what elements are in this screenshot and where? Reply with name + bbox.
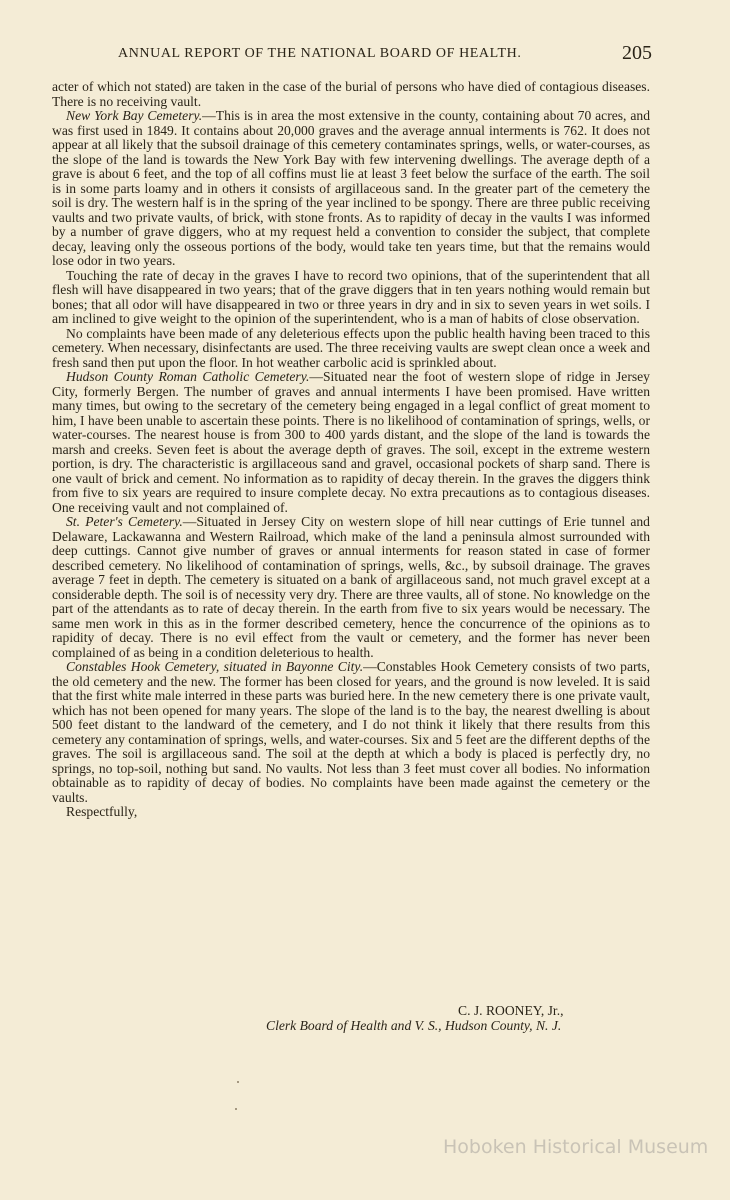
paragraph-text: Touching the rate of decay in the graves I have to record two opinions, that of the superintendent that all flesh will have disappeared in two years; that of the grave diggers that in ten years nothing would remain but bones; that all odor will have disappeared in two or three years in dry and in six to seven years in wet soils. I am inclined to give weight to the opinion of the superintendent, who is a man of habits of close observation. [52,267,650,326]
paragraph-hudson-county-cemetery [52,370,650,515]
paragraph-decay-opinions [52,269,650,327]
paragraph-text: —This is in area the most extensive in the county, containing about 70 acres, and was first used in 1849. It contains about 20,000 graves and the average annual interments is 762. It does not appear at all likely that the subsoil drainage of this cemetery contaminates springs, wells, or water-courses, as the slope of the land is towards the New York Bay with few intervening dwellings. The average depth of a grave is about 6 feet, and the top of all coffins must lie at least 3 feet below the surface of the earth. The soil is in some parts loamy and in others it consists of argillaceous sand. In the greater part of the cemetery the soil is dry. The western half is in the spring of the year inclined to be spongy. There are three public receiving vaults and two private vaults, of brick, with stone fronts. As to rapidity of decay in the vaults I was informed by a number of grave diggers, who at my request held a convention to consider the subject, that complete decay, leaving only the osseous portions of the body, would take ten years time, but that the remains would lose odor in two years. [52,108,650,268]
signature-title: Clerk Board of Health and V. S., Hudson County, N. J. [266,1018,562,1033]
paragraph-continuation [52,80,650,109]
paragraph-new-york-bay-cemetery [52,109,650,269]
paragraph-text: —Situated near the foot of western slope of ridge in Jersey City, formerly Bergen. The number of graves and annual interments I have been promised. Have written many times, but owing to the secretary of the cemetery being engaged in a legal conflict of great moment to him, I have been unable to ascertain these points. There is no likelihood of contamination of springs, wells, or water-courses. The nearest house is from 300 to 400 yards distant, and the slope of the land is towards the marsh and creeks. Seven feet is about the average depth of graves. The soil, except in the extreme western portion, is dry. The characteristic is argillaceous sand and gravel, occasional pockets of sharp sand. There is one vault of brick and cement. No information as to rapidity of decay therein. In the graves the diggers think from five to six years are required to insure complete decay. No extra precautions as to contagious diseases. One receiving vault and not complained of. [52,369,650,515]
paragraph-text: —Constables Hook Cemetery consists of two parts, the old cemetery and the new. The former has been closed for years, and the ground is now leveled. It is said that the first white male interred in these parts was buried here. In the new cemetery there is one private vault, which has not been opened for many years. The slope of the land is to the bay, the nearest dwelling is about 500 feet distant to the landward of the cemetery, and I do not think it likely that there results from this cemetery any contamination of springs, wells, and water-courses. Six and 5 feet are the different depths of the graves. The soil is argillaceous sand. The soil at the depth at which a body is placed is perfectly dry, no springs, no top-soil, nothing but sand. No vaults. Not less than 3 feet must cover all bodies. No information obtainable as to rapidity of decay of bodies. No complaints have been made against the cemetery or the vaults. [52,659,650,805]
report-body [52,80,650,820]
section-title: Hudson County Roman Catholic Cemetery. [66,369,310,384]
paragraph-constables-hook-cemetery [52,660,650,805]
museum-watermark: Hoboken Historical Museum [443,1136,709,1158]
paragraph-complaints [52,327,650,371]
paragraph-st-peters-cemetery [52,515,650,660]
paragraph-text: —Situated in Jersey City on western slope of hill near cuttings of Erie tunnel and Delaware, Lackawanna and Western Railroad, which make of the land a peninsula almost surrounded with deep cuttings. Cannot give number of graves or annual interments for reason stated in case of former described cemetery. No likelihood of contamination of springs, wells, &c., by subsoil drainage. The graves average 7 feet in depth. The cemetery is situated on a bank of argillaceous sand, not much gravel except at a considerable depth. The soil is of necessity very dry. There are three vaults, all of stone. No knowledge on the part of the attendants as to rate of decay therein. In the earth from five to six years would be necessary. The same men work in this as in the former described cemetery, hence the concurrence of the opinions as to rapidity of decay. There is no evil effect from the vault or cemetery, and the former has never been complained of as being in a condition deleterious to health. [52,514,650,660]
section-title: New York Bay Cemetery. [66,108,203,123]
running-head: ANNUAL REPORT OF THE NATIONAL BOARD OF HEALTH. [118,46,522,61]
signature-name: C. J. ROONEY, Jr., [458,1003,564,1018]
paragraph-text: No complaints have been made of any deleterious effects upon the public health having been traced to this cemetery. When necessary, disinfectants are used. The three receiving vaults are swept clean once a week and fresh sand then put upon the floor. In hot weather carbolic acid is sprinkled about. [52,325,650,370]
paper-speck [235,1108,237,1110]
paragraph-text: acter of which not stated) are taken in the case of the burial of persons who have died of contagious diseases. There is no receiving vault. [52,79,650,109]
paper-speck [237,1081,239,1083]
closing-line: Respectfully, [66,804,138,819]
section-title: Constables Hook Cemetery, situated in Bayonne City. [66,659,364,674]
page-number: 205 [622,42,652,64]
section-title: St. Peter's Cemetery. [66,514,183,529]
